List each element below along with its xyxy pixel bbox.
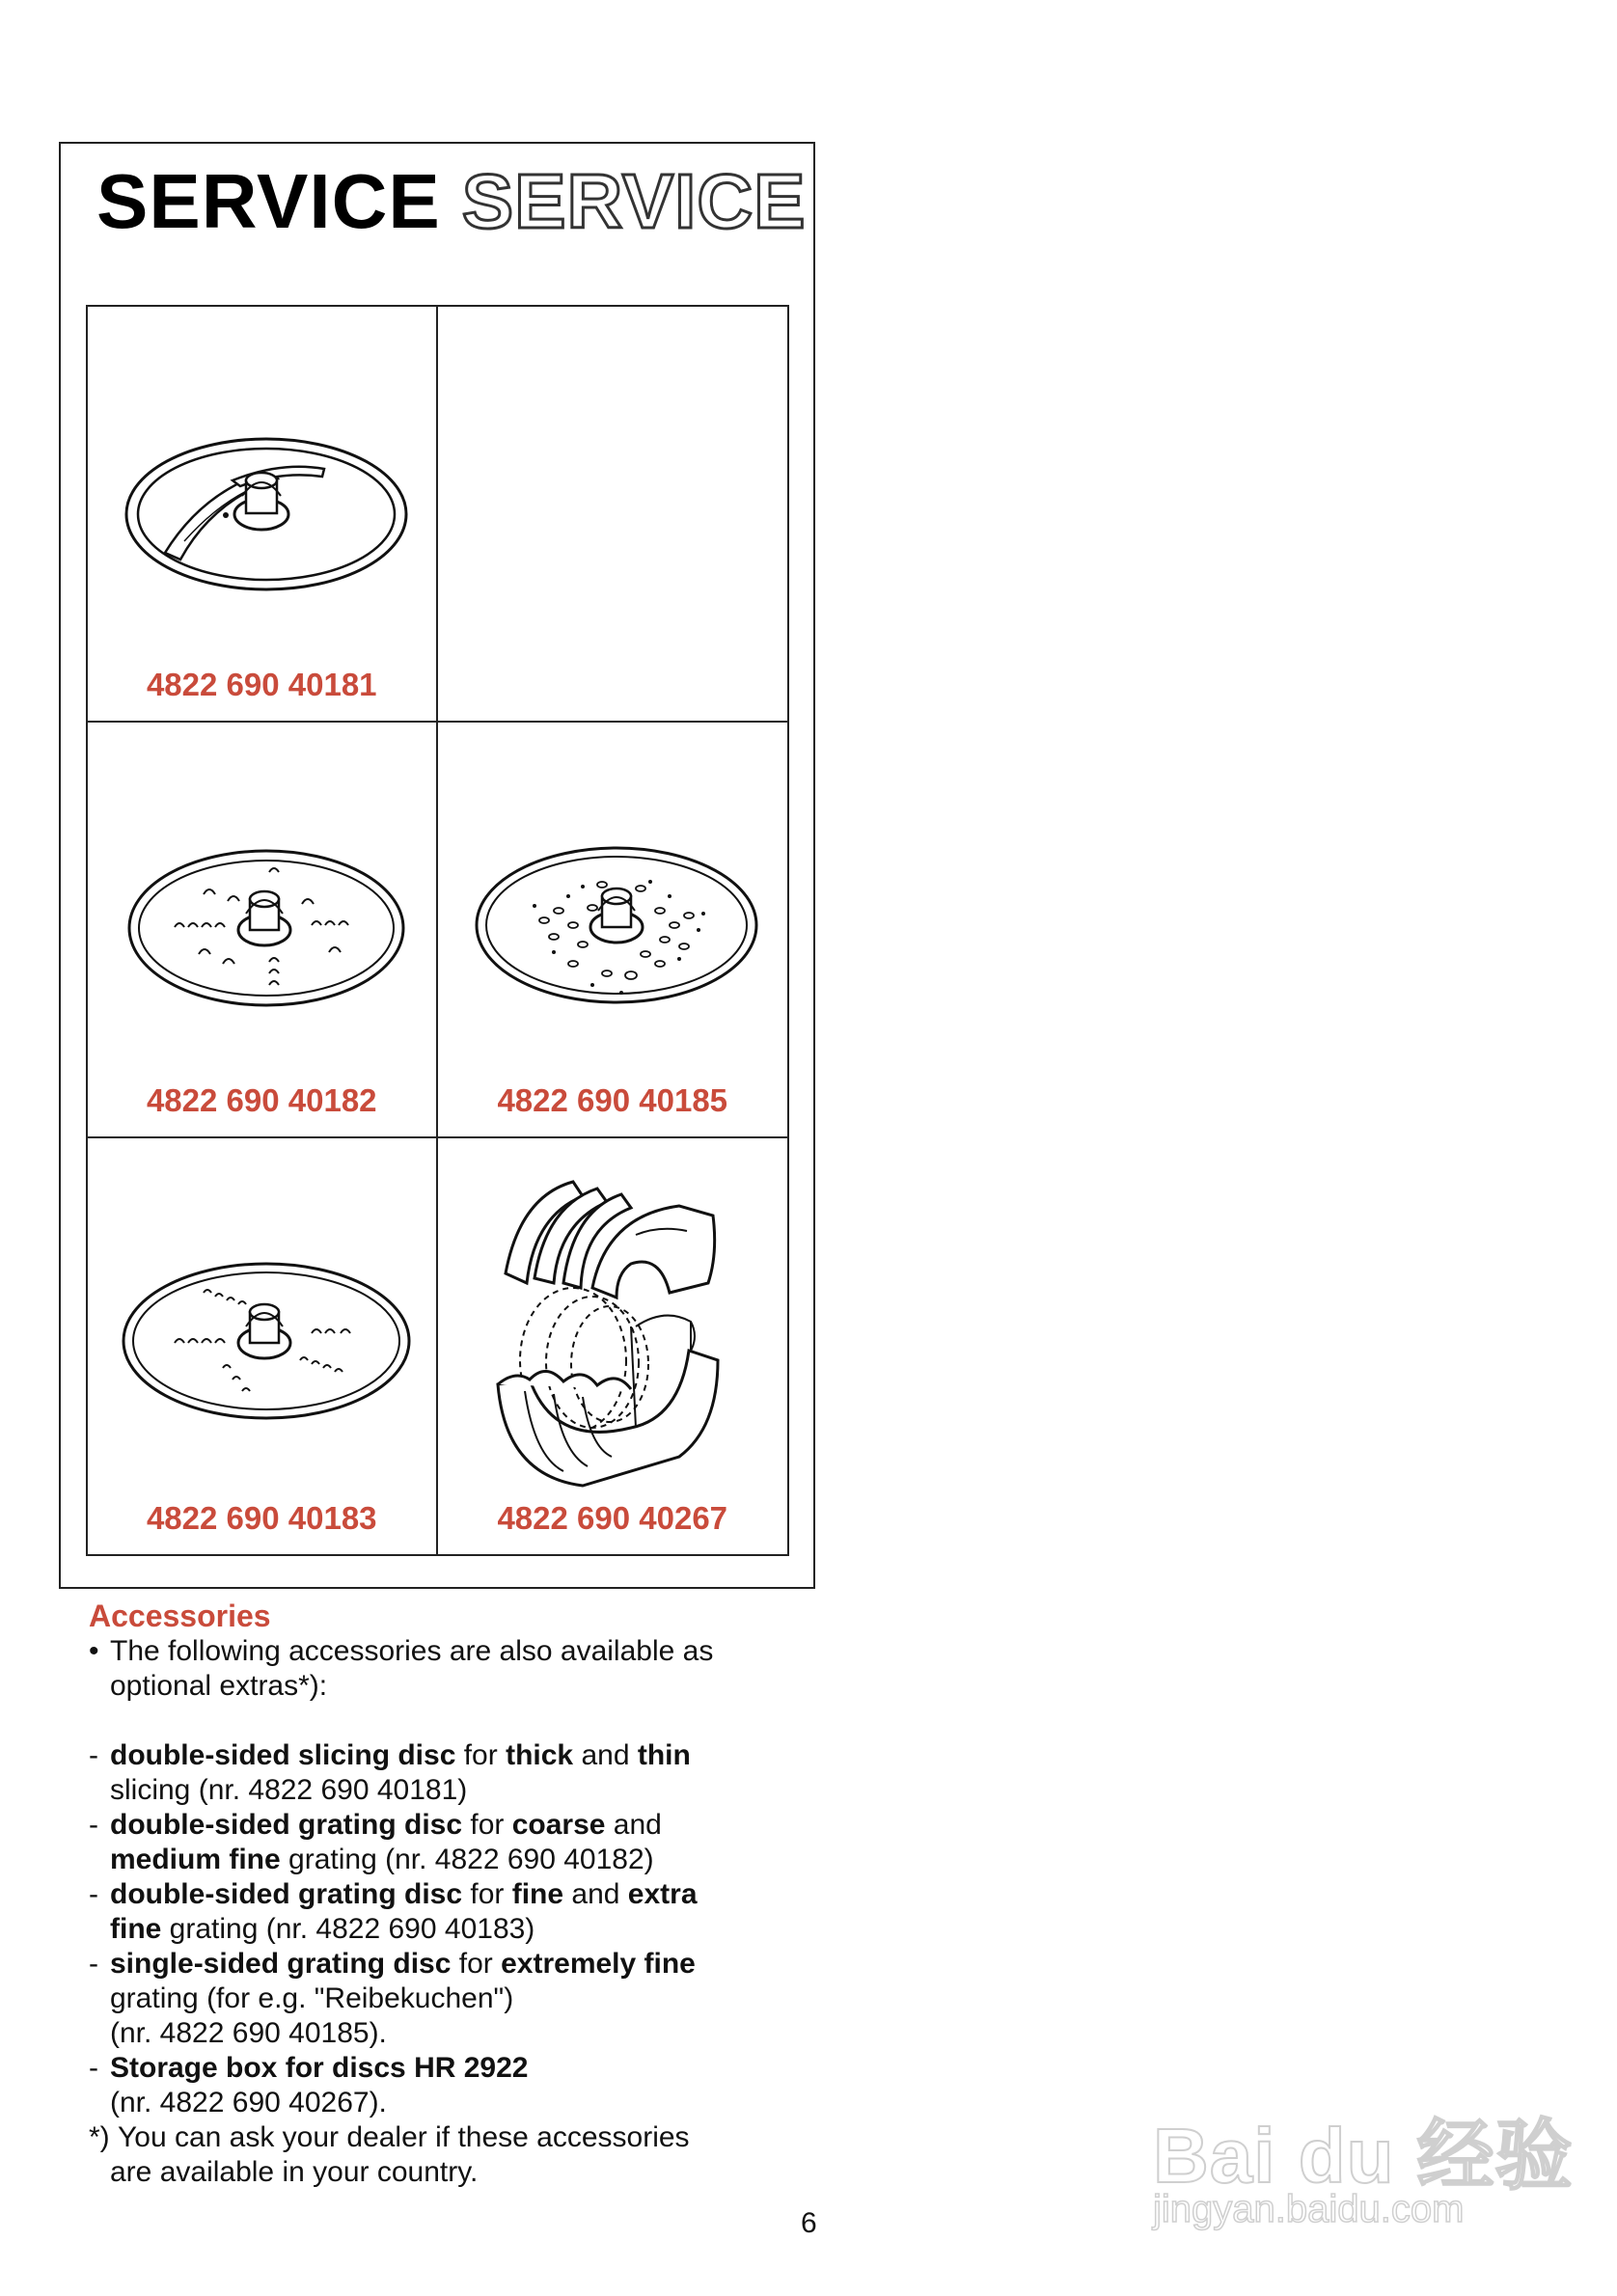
item-text: and xyxy=(573,1739,638,1771)
accessory-item xyxy=(89,1947,803,1982)
part-cell-storage-box xyxy=(438,1138,788,1554)
item-text: (nr. 4822 690 40267). xyxy=(110,2087,387,2118)
footnote-text: You can ask your dealer if these accessories xyxy=(118,2121,690,2153)
part-number: 4822 690 40182 xyxy=(146,1082,377,1118)
item-text: for xyxy=(462,1878,512,1910)
footnote-marker: *) xyxy=(89,2121,110,2153)
accessory-item-cont xyxy=(89,1773,803,1808)
page-title xyxy=(96,158,807,245)
part-number: 4822 690 40183 xyxy=(146,1500,377,1536)
item-emph: fine xyxy=(511,1878,564,1910)
slicing-disc-icon xyxy=(88,307,437,722)
footnote-cont xyxy=(89,2155,803,2190)
accessory-item-cont xyxy=(89,2016,803,2051)
title-outline: SERVICE xyxy=(461,158,807,244)
page-number: 6 xyxy=(801,2207,817,2239)
item-emph: extra xyxy=(627,1878,698,1910)
accessory-item xyxy=(89,1877,803,1912)
grating-disc-extremely-fine-icon xyxy=(438,723,787,1137)
footnote-text: are available in your country. xyxy=(110,2156,479,2188)
intro-text: The following accessories are also available as xyxy=(110,1635,714,1667)
part-number: 4822 690 40267 xyxy=(497,1500,728,1536)
title-solid: SERVICE xyxy=(96,158,441,244)
item-text: grating (nr. 4822 690 40183) xyxy=(161,1913,535,1945)
accessory-item-cont xyxy=(89,2086,803,2120)
item-text: and xyxy=(605,1809,662,1841)
bullet-marker: • xyxy=(89,1635,99,1667)
accessory-item-cont xyxy=(89,1982,803,2016)
part-cell-grating-disc-extremely-fine xyxy=(438,723,788,1138)
item-name: Storage box for discs HR 2922 xyxy=(110,2052,529,2084)
part-cell-slicing-disc xyxy=(88,307,438,723)
part-cell-empty xyxy=(438,307,788,723)
dash-marker: - xyxy=(89,1878,98,1910)
accessory-item xyxy=(89,2051,803,2086)
watermark xyxy=(1153,2074,1574,2238)
item-name: double-sided grating disc xyxy=(110,1809,463,1841)
storage-box-icon xyxy=(438,1138,787,1553)
accessory-item-cont xyxy=(89,1843,803,1877)
item-emph: medium fine xyxy=(110,1844,281,1875)
watermark-main: Bai du 经验 xyxy=(1153,2113,1574,2199)
intro-line xyxy=(89,1634,803,1669)
item-text: (nr. 4822 690 40185). xyxy=(110,2017,387,2049)
item-emph: thick xyxy=(506,1739,574,1771)
part-number: 4822 690 40181 xyxy=(146,667,377,702)
part-number: 4822 690 40185 xyxy=(497,1082,728,1118)
accessories-section xyxy=(89,1598,803,2190)
dash-marker: - xyxy=(89,1948,98,1980)
part-cell-grating-disc-fine xyxy=(88,1138,438,1554)
accessory-item-cont xyxy=(89,1912,803,1947)
dash-marker: - xyxy=(89,1739,98,1771)
grating-disc-coarse-icon xyxy=(88,723,437,1137)
intro-line xyxy=(89,1669,803,1704)
item-name: double-sided slicing disc xyxy=(110,1739,456,1771)
item-emph: extremely fine xyxy=(501,1948,696,1980)
footnote xyxy=(89,2120,803,2155)
dash-marker: - xyxy=(89,1809,98,1841)
accessories-heading: Accessories xyxy=(89,1599,271,1633)
item-text: grating (nr. 4822 690 40182) xyxy=(280,1844,654,1875)
grating-disc-fine-icon xyxy=(88,1138,437,1553)
item-name: double-sided grating disc xyxy=(110,1878,463,1910)
item-text: for xyxy=(451,1948,502,1980)
item-text: slicing (nr. 4822 690 40181) xyxy=(110,1774,468,1806)
dash-marker: - xyxy=(89,2052,98,2084)
part-cell-grating-disc-coarse xyxy=(88,723,438,1138)
item-text: for xyxy=(455,1739,507,1771)
accessory-item xyxy=(89,1808,803,1843)
item-text: for xyxy=(462,1809,512,1841)
item-emph: coarse xyxy=(511,1809,606,1841)
item-name: single-sided grating disc xyxy=(110,1948,452,1980)
item-text: grating (for e.g. "Reibekuchen") xyxy=(110,1982,514,2014)
item-emph: thin xyxy=(637,1739,691,1771)
accessory-item xyxy=(89,1738,803,1773)
parts-grid xyxy=(86,305,789,1556)
item-emph: fine xyxy=(110,1913,162,1945)
watermark-sub: jingyan.baidu.com xyxy=(1153,2188,1465,2230)
intro-text: optional extras*): xyxy=(110,1670,328,1702)
item-text: and xyxy=(563,1878,628,1910)
